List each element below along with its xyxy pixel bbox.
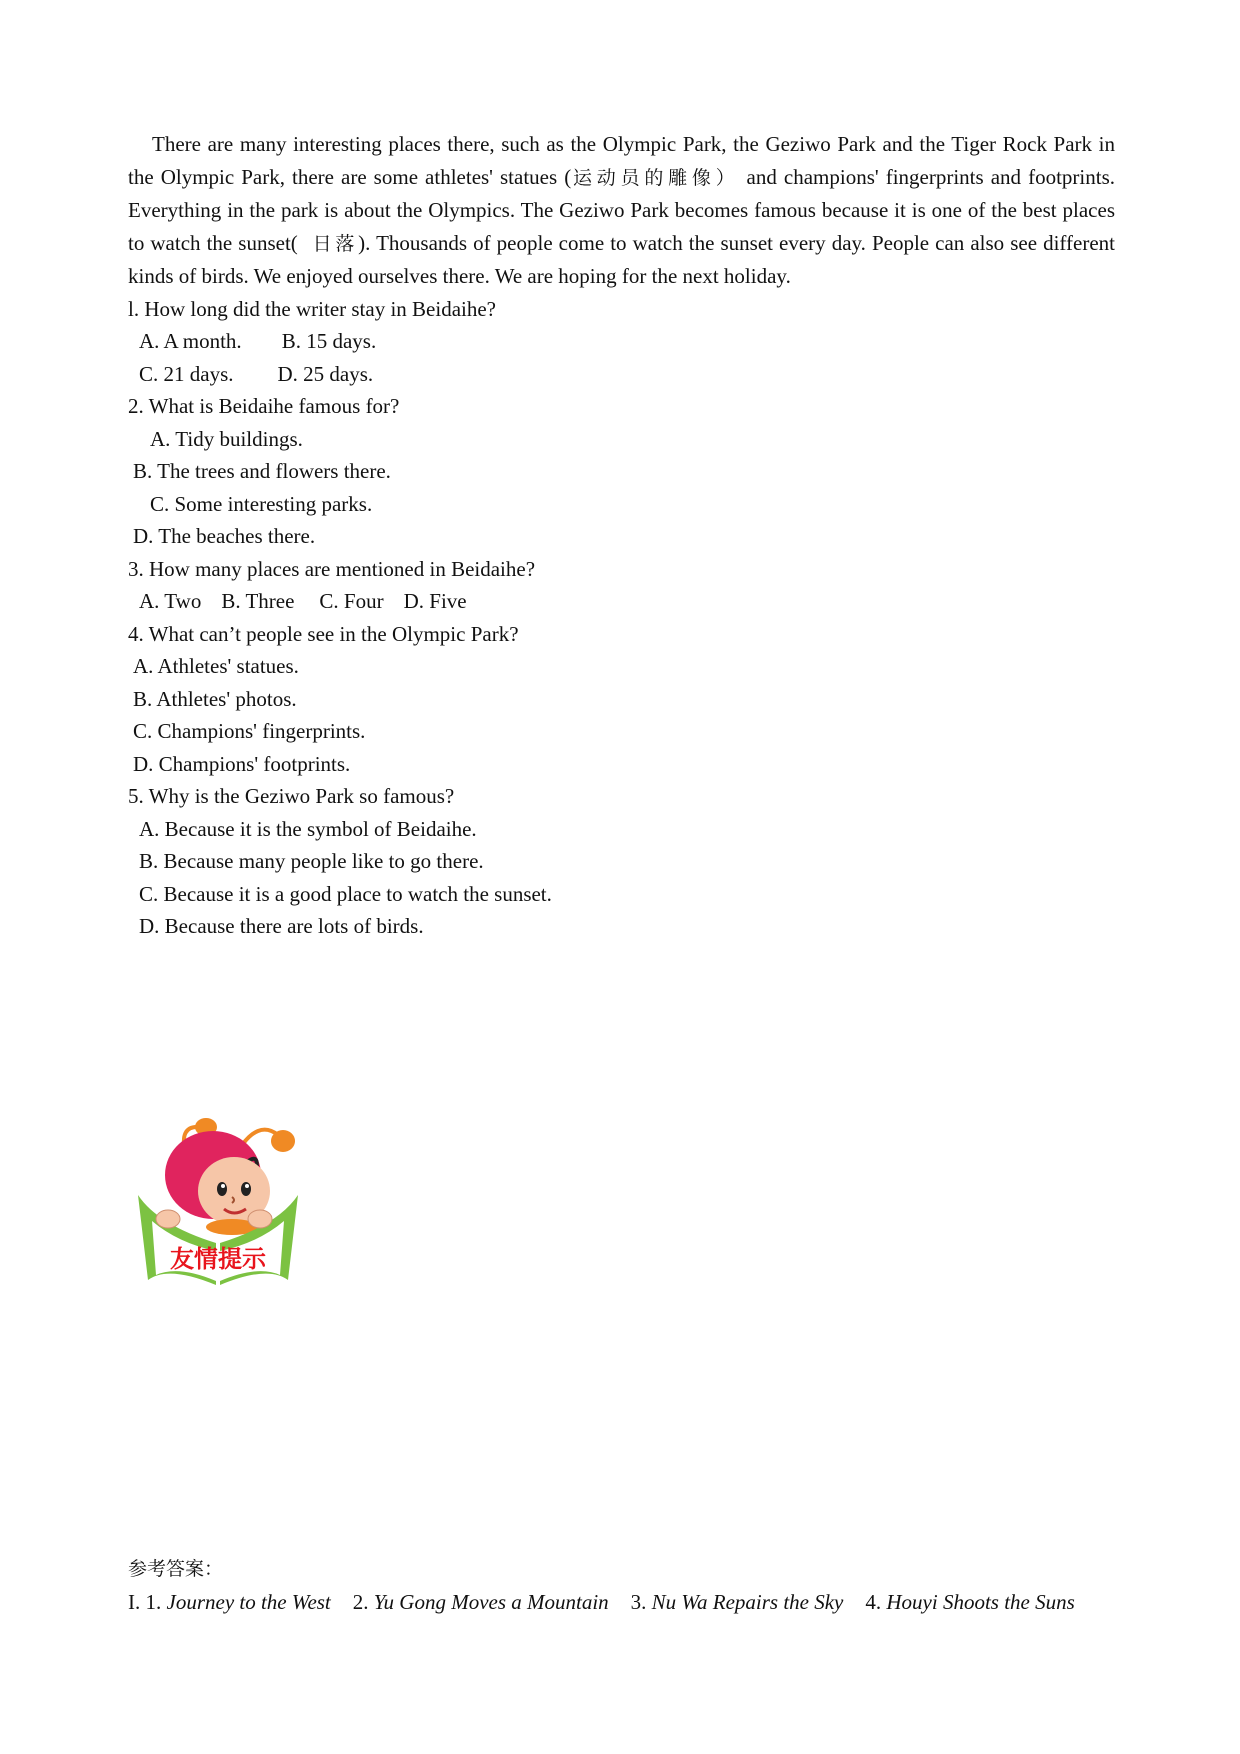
question-stem: 5. Why is the Geziwo Park so famous?	[128, 784, 455, 808]
answer-prefix: I. 1.	[128, 1590, 167, 1614]
reminder-mascot	[128, 1115, 308, 1285]
passage-text: There are many interesting places there, such as the Olympic Park, the Geziwo Park and the Tiger Rock Park in the Olympic Park, there are some athletes' statues (	[128, 132, 1115, 189]
passage-cjk-gloss: 日落	[311, 232, 359, 255]
option: A. A month.	[139, 329, 242, 353]
mascot-caption: 友情提示	[170, 1245, 266, 1273]
option: D. The beaches there.	[133, 524, 316, 548]
option-row	[128, 325, 1115, 358]
option-row	[128, 358, 1115, 391]
option: C. Four	[319, 589, 384, 613]
option: C. Champions' fingerprints.	[133, 719, 366, 743]
answer-3: Nu Wa Repairs the Sky	[651, 1590, 844, 1614]
answer-number: 3.	[630, 1590, 652, 1614]
option: D. Five	[403, 589, 467, 613]
passage-text: and champions' fingerprints and footprints. Everything in the park is about the Olympics. The Geziwo Park becomes famous because it is one of the best places to watch the sunset(	[128, 164, 1116, 255]
passage-cjk-gloss: 运动员的雕像）	[571, 166, 740, 189]
option: A. Because it is the symbol of Beidaihe.	[139, 816, 477, 841]
option: C. 21 days.	[139, 361, 234, 386]
answer-number: 2.	[352, 1590, 374, 1614]
passage-text: ). Thousands of people come to watch the sunset every day. People can also see different kinds of birds. We enjoyed ourselves there. We are hoping for the next holiday.	[128, 230, 1115, 288]
option: D. Champions' footprints.	[133, 751, 351, 776]
option: A. Two	[139, 589, 202, 613]
option: C. Some interesting parks.	[150, 491, 373, 516]
option-row	[128, 585, 1115, 618]
question-stem: l. How long did the writer stay in Beidaihe?	[128, 296, 497, 321]
question-stem: 4. What can’t people see in the Olympic Park?	[128, 621, 519, 646]
answer-number: 4.	[865, 1590, 887, 1614]
passage-paragraph	[128, 128, 1115, 293]
option: C. Because it is a good place to watch the sunset.	[139, 881, 552, 906]
answer-key	[128, 1553, 1115, 1619]
answer-2: Yu Gong Moves a Mountain	[373, 1590, 609, 1614]
answer-key-label: 参考答案：	[128, 1558, 224, 1580]
answer-line	[128, 1586, 1115, 1619]
question-stem: 2. What is Beidaihe famous for?	[128, 394, 400, 418]
option: A. Tidy buildings.	[150, 426, 303, 451]
answer-1: Journey to the West	[166, 1590, 331, 1614]
option: B. Three	[221, 589, 295, 613]
option: B. 15 days.	[281, 329, 377, 353]
cartoon-kid-reading-book-icon	[128, 1115, 308, 1285]
option: B. The trees and flowers there.	[133, 459, 391, 483]
reading-section	[128, 128, 1115, 943]
option: B. Athletes' photos.	[133, 686, 297, 711]
question-stem: 3. How many places are mentioned in Beidaihe?	[128, 556, 536, 581]
option: B. Because many people like to go there.	[139, 849, 484, 873]
option: D. 25 days.	[277, 361, 374, 386]
option: D. Because there are lots of birds.	[139, 914, 424, 938]
option: A. Athletes' statues.	[133, 654, 299, 678]
answer-4: Houyi Shoots the Suns	[886, 1590, 1075, 1614]
